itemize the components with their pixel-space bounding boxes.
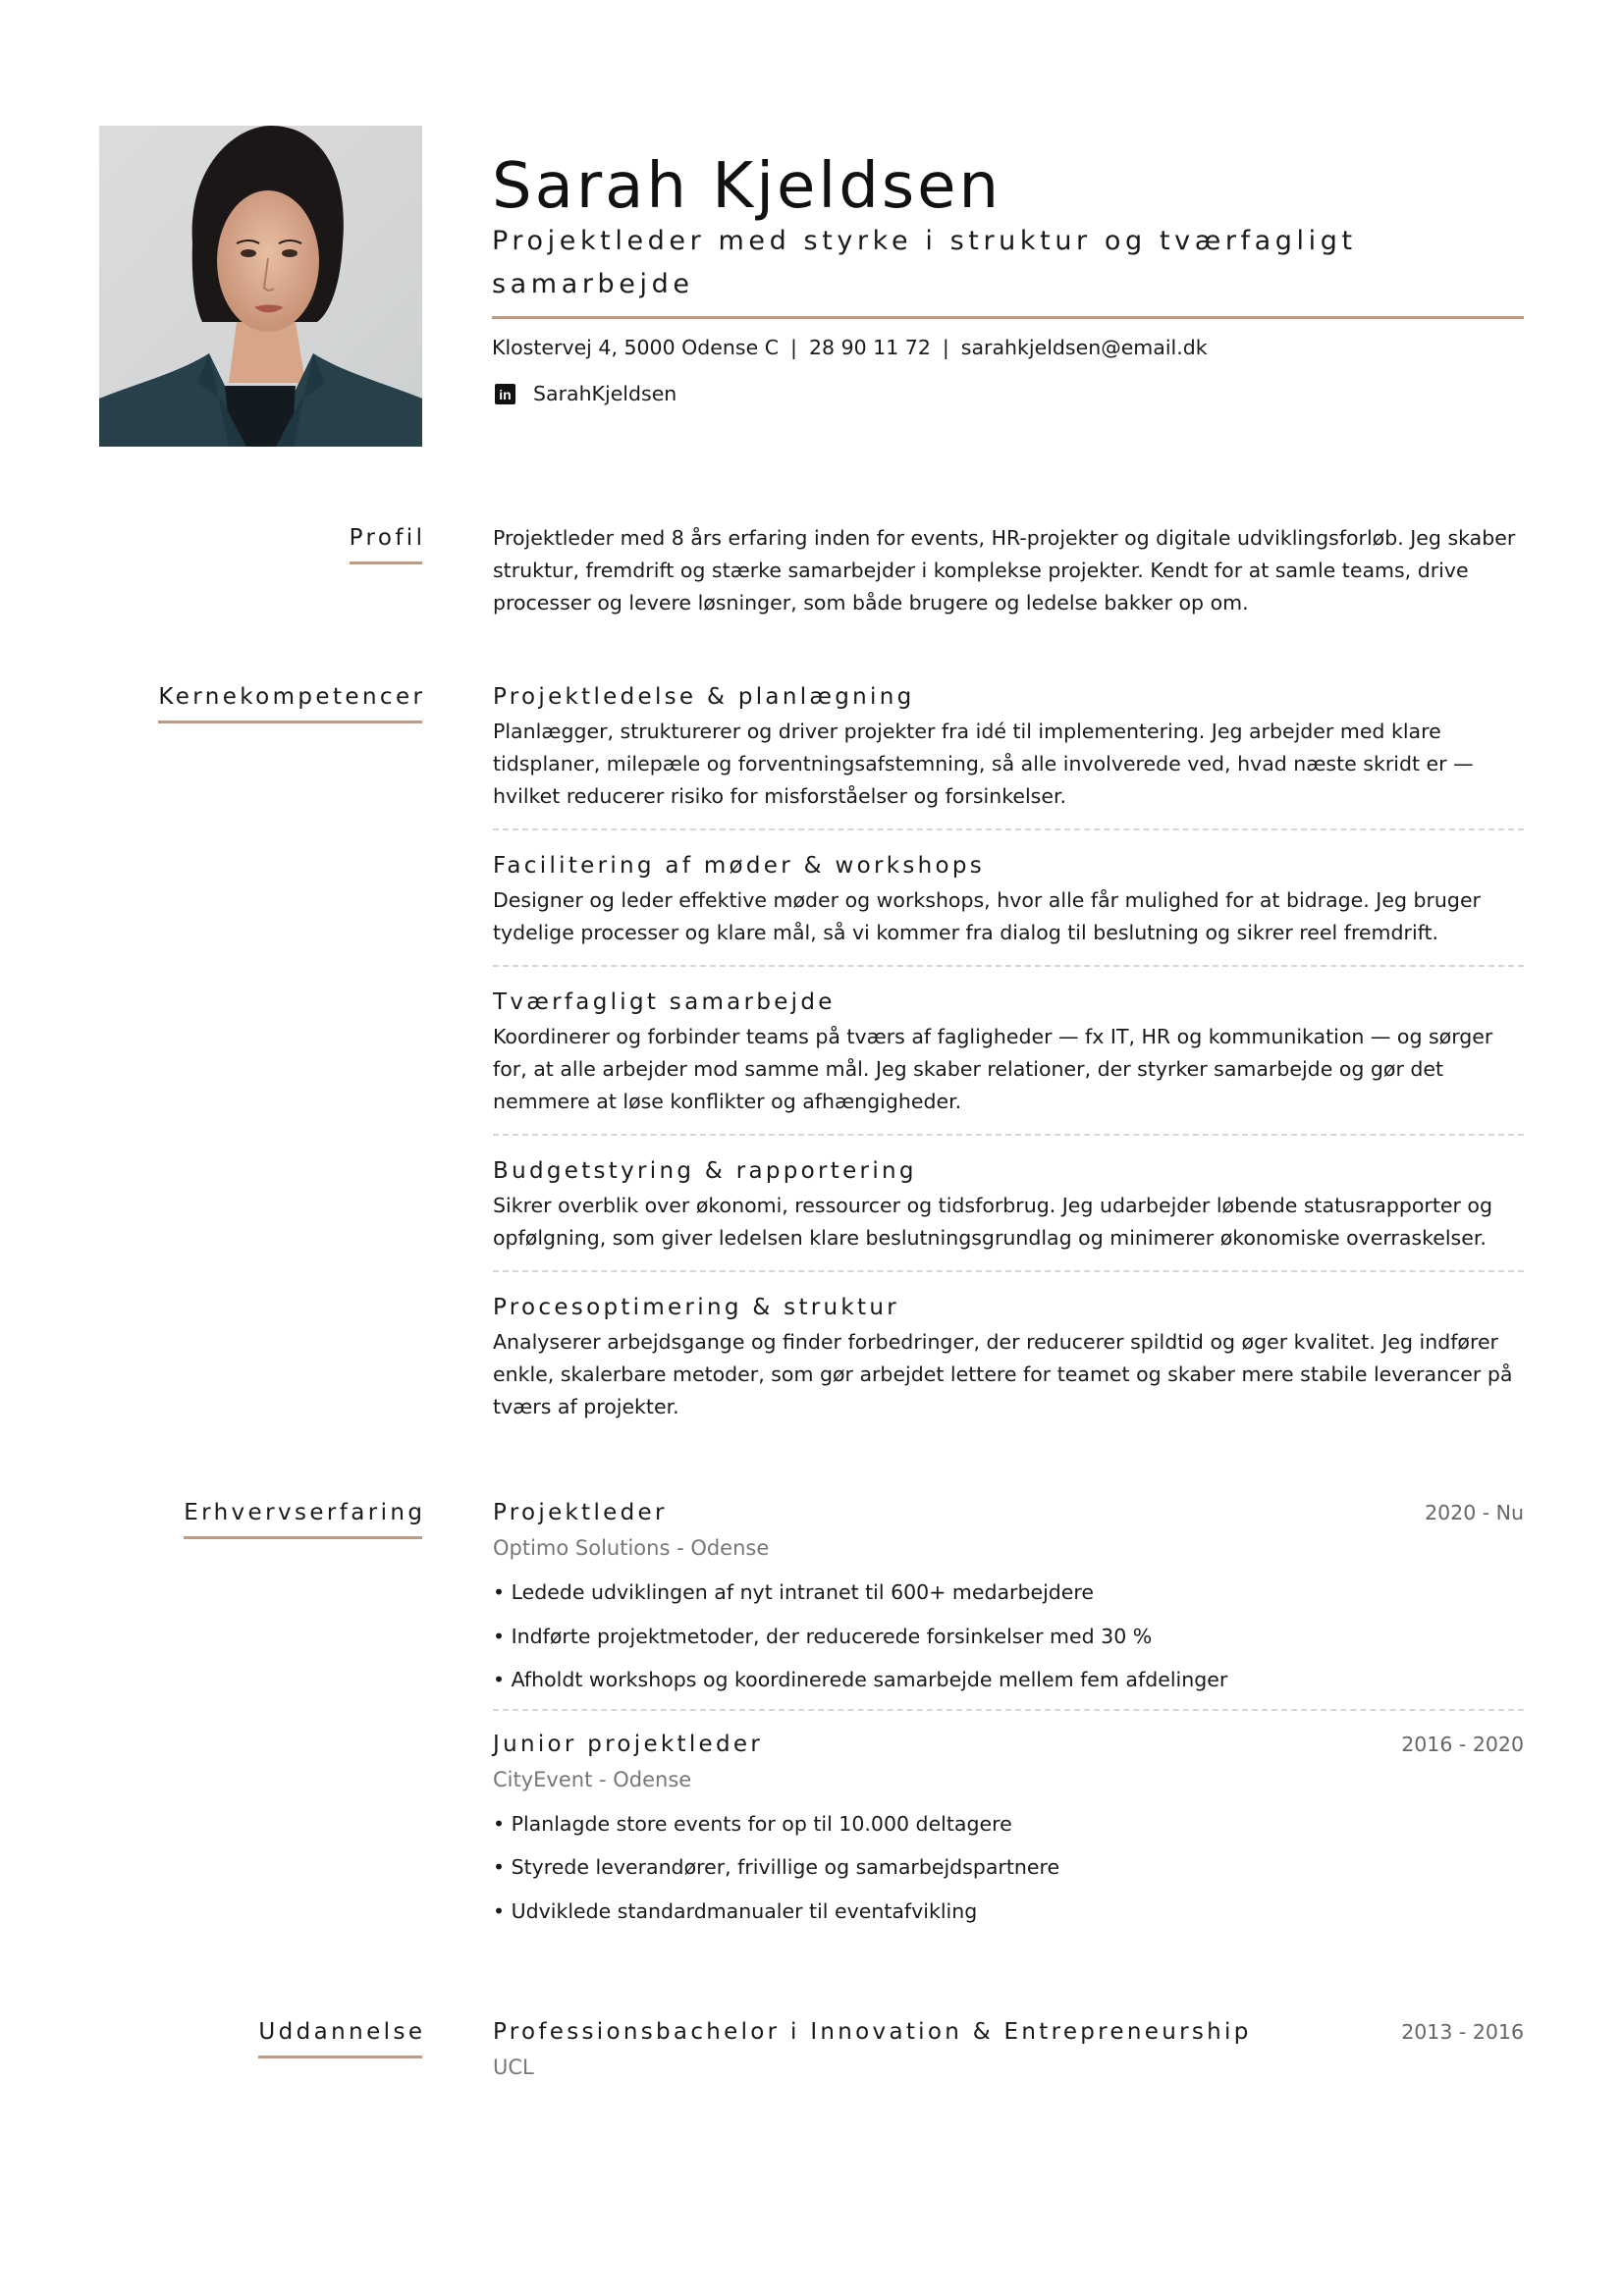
- section-label-competencies: Kernekompetencer: [158, 681, 422, 723]
- achievement-item: • Afholdt workshops og koordinerede samarbejde mellem fem afdelinger: [493, 1665, 1524, 1694]
- education-entry: [493, 2016, 1524, 2083]
- job-company: Optimo Solutions - Odense: [493, 1536, 770, 1560]
- education-list: [493, 2016, 1524, 2083]
- section-label-experience: Erhvervserfaring: [184, 1497, 422, 1539]
- linkedin-handle[interactable]: SarahKjeldsen: [533, 382, 677, 405]
- job-dates: 2020 - Nu: [1425, 1501, 1524, 1524]
- achievement-item: • Indførte projektmetoder, der reducerede forsinkelser med 30 %: [493, 1622, 1524, 1651]
- degree-title: Professionsbachelor i Innovation & Entrepreneurship: [493, 2019, 1252, 2045]
- achievement-item: • Ledede udviklingen af nyt intranet til 600+ medarbejdere: [493, 1577, 1524, 1607]
- competency-item: [493, 1270, 1524, 1439]
- linkedin-link[interactable]: [492, 382, 1524, 405]
- linkedin-icon: in: [495, 384, 515, 404]
- competency-item: [493, 965, 1524, 1134]
- achievement-item: • Styrede leverandører, frivillige og samarbejdspartnere: [493, 1852, 1524, 1882]
- header-divider: [492, 316, 1524, 319]
- competencies-list: [493, 681, 1524, 1439]
- contact-line: [492, 333, 1524, 362]
- profile-photo: [99, 126, 422, 447]
- contact-separator: |: [790, 336, 797, 359]
- competency-title: Tværfagligt samarbejde: [493, 989, 836, 1015]
- job-achievements: [493, 1809, 1524, 1926]
- competency-description: Koordinerer og forbinder teams på tværs af fagligheder — fx IT, HR og kommunikation — og sørger for, at alle arbejder mod samme mål. Jeg skaber relationer, der styrker samarbejde og gør det nemmere at løse konflikter og afhængigheder.: [493, 1025, 1493, 1113]
- job-achievements: [493, 1577, 1524, 1694]
- competency-description: Analyserer arbejdsgange og finder forbedringer, der reducerer spildtid og øger kvalitet. Jeg indfører enkle, skalerbare metoder, som gør arbejdet lettere for teamet og skaber mere stabile leverancer på tværs af projekter.: [493, 1330, 1513, 1418]
- competency-title: Procesoptimering & struktur: [493, 1295, 899, 1320]
- job-header: [493, 1497, 1524, 1528]
- portrait-illustration: [99, 126, 422, 447]
- profile-text: Projektleder med 8 års erfaring inden for events, HR-projekter og digitale udviklingsforløb. Jeg skaber struktur, fremdrift og stærke samarbejder i komplekse projekter. Kendt for at samle teams, drive processer og levere løsninger, som både brugere og ledelse bakker op om.: [493, 526, 1516, 614]
- candidate-name: Sarah Kjeldsen: [492, 150, 1002, 223]
- competency-item: [493, 828, 1524, 965]
- profile-body: [493, 522, 1524, 619]
- contact-separator: |: [942, 336, 949, 359]
- competency-title: Facilitering af møder & workshops: [493, 853, 986, 879]
- experience-list: [493, 1497, 1524, 1940]
- competency-title: Budgetstyring & rapportering: [493, 1158, 917, 1184]
- education-dates: 2013 - 2016: [1401, 2020, 1524, 2044]
- email-link[interactable]: sarahkjeldsen@email.dk: [960, 336, 1208, 359]
- competency-item: [493, 681, 1524, 828]
- header: [492, 147, 1524, 405]
- competency-description: Designer og leder effektive møder og workshops, hvor alle får mulighed for at bidrage. Jeg bruger tydelige processer og klare mål, så vi kommer fra dialog til beslutning og sikrer reel fremdrift.: [493, 888, 1481, 944]
- headline: Projektleder med styrke i struktur og tværfagligt samarbejde: [492, 226, 1357, 299]
- achievement-item: • Planlagde store events for op til 10.000 deltagere: [493, 1809, 1524, 1839]
- education-header: [493, 2016, 1524, 2048]
- competency-description: Sikrer overblik over økonomi, ressourcer og tidsforbrug. Jeg udarbejder løbende statusrapporter og opfølgning, som giver ledelsen klare beslutningsgrundlag og minimerer økonomiske overraskelser.: [493, 1194, 1492, 1250]
- competency-title: Projektledelse & planlægning: [493, 684, 915, 710]
- achievement-item: • Udviklede standardmanualer til eventafvikling: [493, 1896, 1524, 1926]
- job-header: [493, 1729, 1524, 1760]
- job-company: CityEvent - Odense: [493, 1767, 692, 1791]
- competency-item: [493, 1134, 1524, 1270]
- school-name: UCL: [493, 2056, 534, 2079]
- job-entry: [493, 1497, 1524, 1694]
- job-title: Junior projektleder: [493, 1731, 764, 1757]
- job-title: Projektleder: [493, 1500, 668, 1525]
- section-label-profile: Profil: [350, 522, 422, 564]
- competency-description: Planlægger, strukturerer og driver projekter fra idé til implementering. Jeg arbejder med klare tidsplaner, milepæle og forventningsafstemning, så alle involverede ved, hvad næste skridt er — hvilket reducerer risiko for misforståelser og forsinkelser.: [493, 720, 1474, 808]
- job-entry: [493, 1709, 1524, 1926]
- job-dates: 2016 - 2020: [1401, 1732, 1524, 1756]
- section-label-education: Uddannelse: [258, 2016, 422, 2058]
- phone[interactable]: 28 90 11 72: [808, 336, 931, 359]
- address: Klostervej 4, 5000 Odense C: [492, 336, 780, 359]
